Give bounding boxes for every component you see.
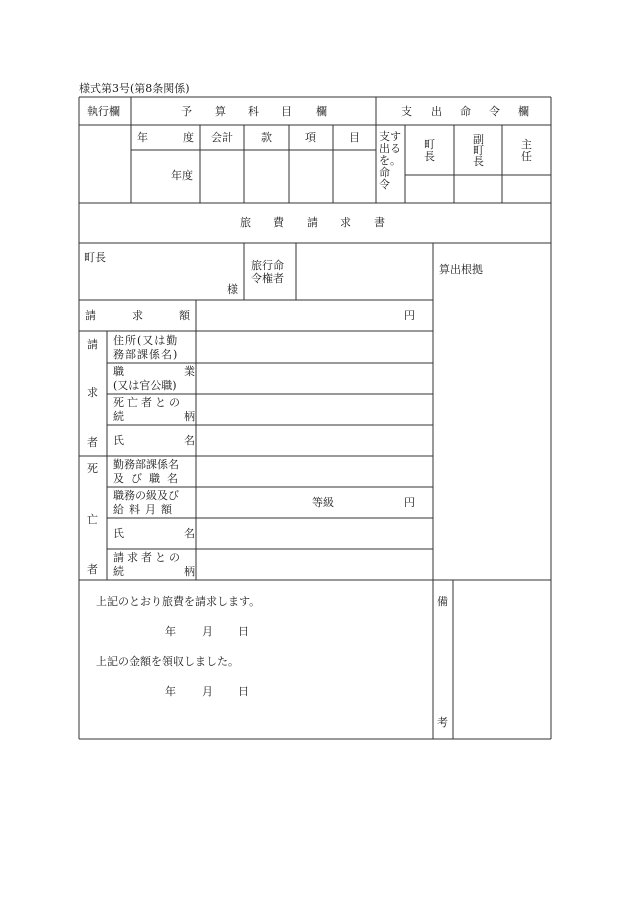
shibo-sha-group-label: 死 亡 者 — [87, 462, 98, 576]
seikyu-gaku-label: 請 求 額 — [85, 309, 190, 322]
yosan-kamoku-ran-header: 予 算 科 目 欄 — [181, 105, 327, 118]
jusho-label: 住所(又は勤 務部課係名) — [113, 334, 179, 361]
kou-label: 項 — [305, 131, 316, 144]
ryoko-meirei-kensha-label: 旅行命 令権者 — [251, 259, 284, 285]
kaikei-label: 会計 — [211, 131, 233, 144]
shibo-sha-shimei-label: 氏 名 — [113, 527, 195, 540]
fukuchocho-stamp-label: 副 町 長 — [473, 133, 484, 168]
ryoshu-date-field: 年 月 日 — [165, 685, 249, 698]
biko-label-bottom: 考 — [437, 716, 448, 729]
kan-label: 款 — [261, 131, 272, 144]
shishutsu-meirei-note: 支す 出る を。 命 令 — [379, 130, 401, 191]
kinmu-bukakari-label: 勤務部課係名 及び職名 — [113, 458, 185, 485]
chocho-stamp-label: 町 長 — [424, 138, 435, 163]
seikyu-tono-zokugara-label: 請求者との 続 柄 — [113, 551, 195, 578]
shokugyo-label: 職 業 (又は官公職) — [113, 365, 195, 392]
gekkyu-yen-unit: 円 — [404, 496, 415, 509]
ryoshu-statement: 上記の金額を領収しました。 — [96, 655, 239, 668]
seikyu-sha-shimei-label: 氏 名 — [113, 434, 195, 447]
seikyu-date-field: 年 月 日 — [165, 625, 249, 638]
addressee-label: 町長 — [84, 251, 106, 264]
nendo-label: 年度 — [171, 169, 193, 182]
shikko-ran-label: 執行欄 — [87, 105, 120, 118]
form-caption: 様式第3号(第8条関係) — [79, 82, 190, 95]
seikyu-gaku-yen-unit: 円 — [404, 309, 415, 322]
shunin-stamp-label: 主 任 — [521, 138, 532, 163]
seikyu-statement: 上記のとおり旅費を請求します。 — [96, 595, 261, 608]
moku-label: 目 — [349, 131, 360, 144]
nen-label: 年 — [137, 131, 148, 144]
shibo-tono-zokugara-label: 死亡者との 続 柄 — [113, 396, 195, 423]
sama-label: 様 — [227, 283, 238, 296]
santei-konkyo-label: 算出根拠 — [439, 263, 483, 276]
tokyu-label: 等級 — [312, 496, 334, 509]
do-label: 度 — [183, 131, 194, 144]
seikyu-sha-group-label: 請 求 者 — [87, 338, 98, 449]
shishutsu-meirei-ran-header: 支 出 命 令 欄 — [401, 105, 529, 118]
form-title: 旅 費 請 求 書 — [240, 216, 385, 229]
kyu-gekkyu-label: 職務の級及び 給料月額 — [113, 489, 179, 516]
biko-label-top: 備 — [437, 595, 448, 608]
